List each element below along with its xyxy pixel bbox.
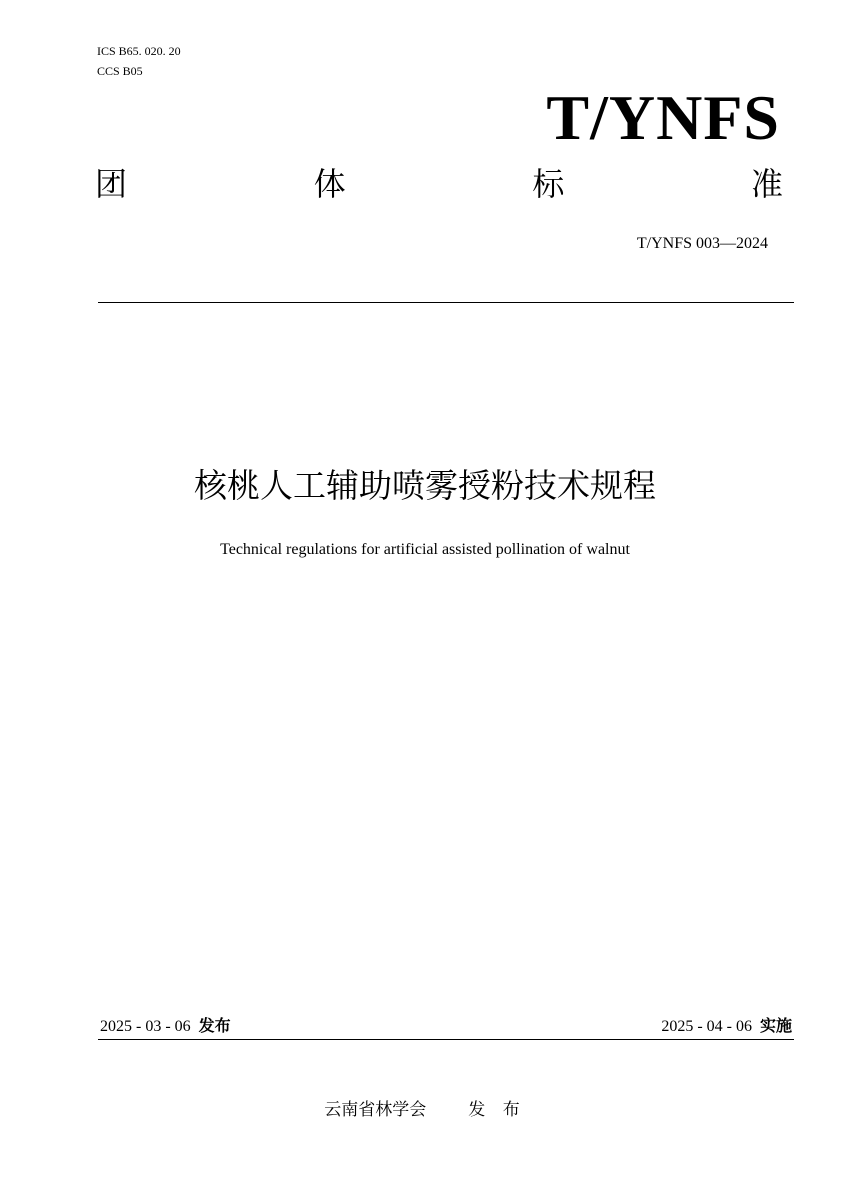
ics-code: ICS B65. 020. 20 (97, 44, 181, 58)
standard-number: T/YNFS 003—2024 (636, 235, 768, 252)
document-title-en: Technical regulations for artificial assisted pollination of walnut (220, 541, 630, 558)
document-title-zh: 核桃人工辅助喷雾授粉技术规程 (194, 466, 656, 505)
ccs-code: CCS B05 (97, 64, 143, 78)
top-divider (98, 302, 794, 303)
issue-label: 发布 (198, 1016, 231, 1035)
implement-date: 2025 - 04 - 06 (661, 1018, 752, 1035)
standard-type-char: 准 (750, 165, 783, 203)
standard-type-char: 标 (532, 165, 565, 203)
standard-type-char: 体 (313, 165, 346, 203)
standard-type-heading (95, 164, 783, 204)
publisher-line (0, 1099, 850, 1121)
issue-date-row (100, 1016, 231, 1037)
implement-label: 实施 (759, 1016, 792, 1035)
standard-logo: T/YNFS (546, 82, 780, 153)
bottom-divider (98, 1039, 794, 1040)
implement-date-row (661, 1016, 792, 1037)
publisher-name: 云南省林学会 (324, 1100, 427, 1120)
publisher-action: 发 布 (468, 1100, 526, 1120)
issue-date: 2025 - 03 - 06 (100, 1018, 191, 1035)
standard-type-char: 团 (95, 165, 128, 203)
